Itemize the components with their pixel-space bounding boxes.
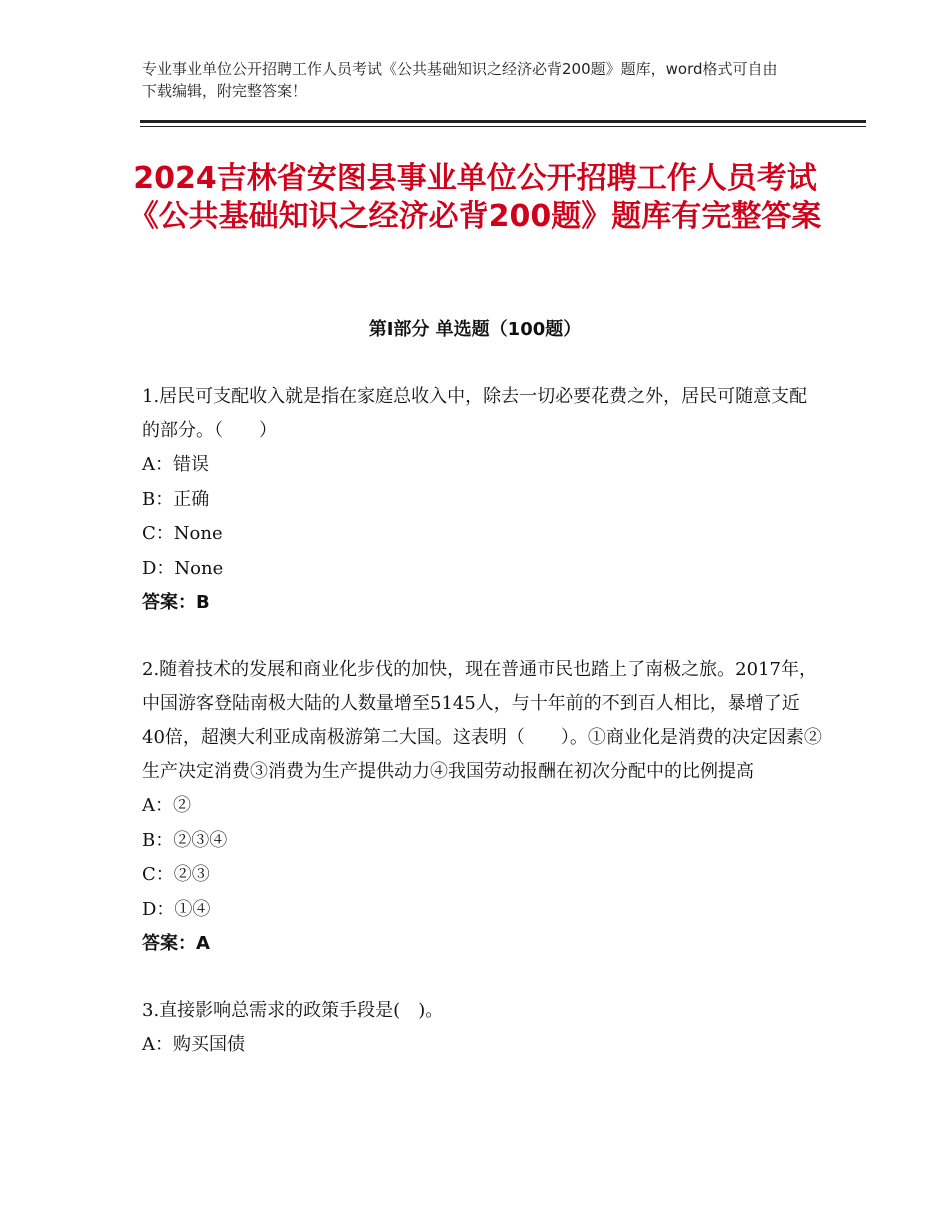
header-note: 专业事业单位公开招聘工作人员考试《公共基础知识之经济必背200题》题库，word格式可自由下载编辑，附完整答案！ xyxy=(142,60,778,100)
option-a: A：错误 xyxy=(142,454,209,475)
question-text: 3.直接影响总需求的政策手段是( )。 xyxy=(142,1000,444,1021)
spacer xyxy=(142,961,822,994)
question-text: 1.居民可支配收入就是指在家庭总收入中，除去一切必要花费之外，居民可随意支配的部分。（ ） xyxy=(142,386,808,441)
document-title: 2024吉林省安图县事业单位公开招聘工作人员考试《公共基础知识之经济必背200题》题库有完整答案 xyxy=(128,161,822,234)
header-rule-thin xyxy=(140,126,866,127)
option-d: D：None xyxy=(142,557,224,579)
option-a: A：② xyxy=(142,795,191,816)
option-b: B：②③④ xyxy=(142,829,228,851)
section-heading: 第Ⅰ部分 单选题（100题） xyxy=(368,319,582,340)
option-b: B：正确 xyxy=(142,488,210,510)
question-2 xyxy=(142,653,822,961)
option-a: A：购买国债 xyxy=(142,1034,245,1055)
option-c: C：②③ xyxy=(142,864,210,885)
option-d: D：①④ xyxy=(142,898,211,920)
spacer xyxy=(142,620,822,653)
question-list xyxy=(142,380,822,1063)
answer: 答案：B xyxy=(142,592,210,613)
question-1 xyxy=(142,380,822,620)
question-3 xyxy=(142,994,822,1063)
header-rule-thick xyxy=(140,120,866,123)
answer: 答案：A xyxy=(142,933,210,954)
option-c: C：None xyxy=(142,523,223,544)
question-text: 2.随着技术的发展和商业化步伐的加快，现在普通市民也踏上了南极之旅。2017年，中国游客登陆南极大陆的人数量增至5145人，与十年前的不到百人相比，暴增了近40倍，超澳大利亚成南极游第二大国。这表明（ ）。①商业化是消费的决定因素②生产决定消费③消费为生产提供动力④我国劳动报酬在初次分配中的比例提高 xyxy=(142,659,822,782)
